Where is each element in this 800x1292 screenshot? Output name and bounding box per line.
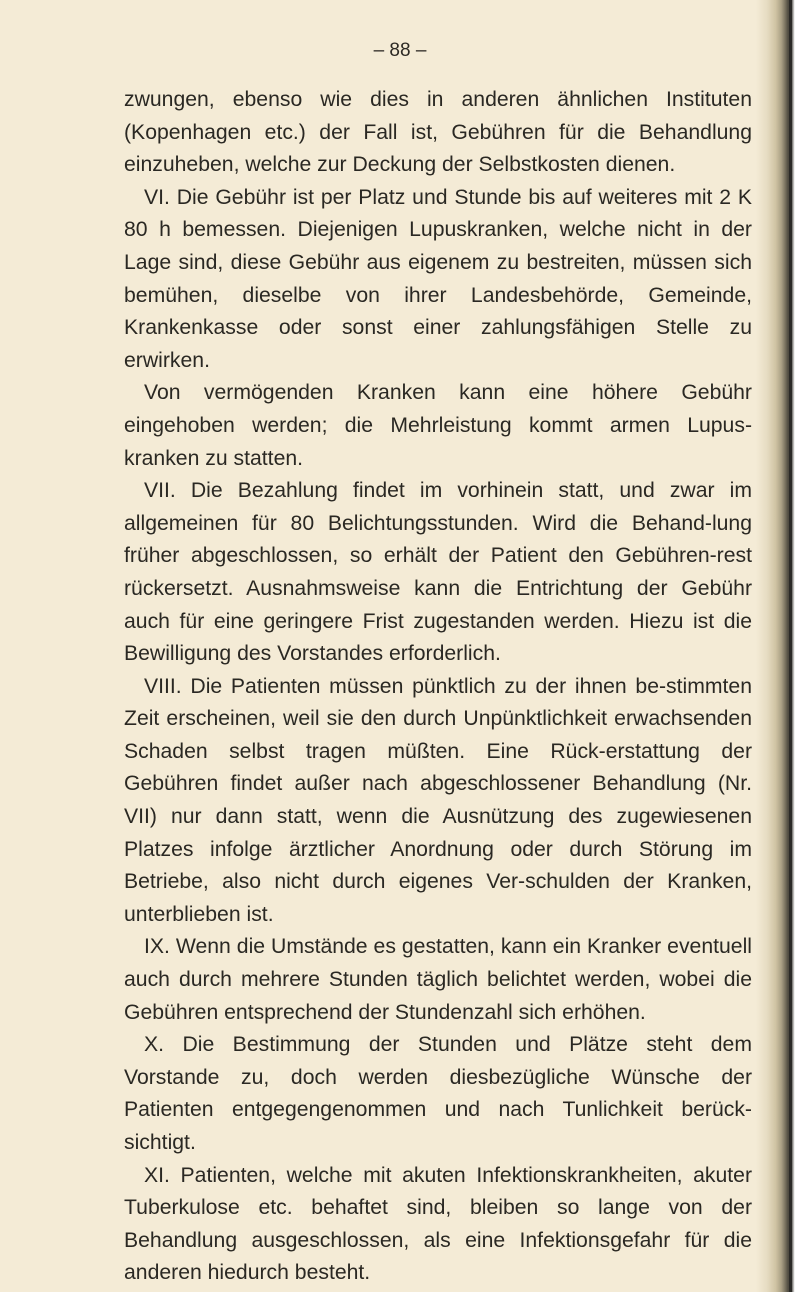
paragraph-vii: VII. Die Bezahlung findet im vorhinein statt, und zwar im allgemeinen für 80 Belichtungsstunden. Wird die Behand-lung früher abgeschlossen, so erhält der Patient den Gebühren-rest rückersetzt. Ausnahmsweise kann die Entrichtung der Gebühr auch für eine geringere Frist zugestanden werden. Hiezu ist die Bewilligung des Vorstandes erforderlich. (124, 479, 752, 666)
paragraph-continuation: zwungen, ebenso wie dies in anderen ähnlichen Instituten (Kopenhagen etc.) der Fall ist, Gebühren für die Behandlung einzuheben, welche zur Deckung der Selbstkosten dienen. (124, 88, 752, 177)
body-text (124, 84, 752, 1290)
paragraph-vi: VI. Die Gebühr ist per Platz und Stunde bis auf weiteres mit 2 K 80 h bemessen. Diejenigen Lupuskranken, welche nicht in der Lage sind, diese Gebühr aus eigenem zu bestreiten, müssen sich bemühen, dieselbe von ihrer Landesbehörde, Gemeinde, Krankenkasse oder sonst einer zahlungsfähigen Stelle zu erwirken. (124, 185, 752, 372)
page-edge-line (789, 0, 792, 1292)
page-edge-shadow (756, 0, 800, 1292)
paragraph-xi: XI. Patienten, welche mit akuten Infektionskrankheiten, akuter Tuberkulose etc. behaftet sind, bleiben so lange von der Behandlung ausgeschlossen, als eine Infektionsgefahr für die anderen hiedurch besteht. (124, 1163, 752, 1285)
paragraph-ix: IX. Wenn die Umstände es gestatten, kann ein Kranker eventuell auch durch mehrere Stunden täglich belichtet werden, wobei die Gebühren entsprechend der Stundenzahl sich erhöhen. (124, 935, 752, 1024)
paragraph-x: X. Die Bestimmung der Stunden und Plätze steht dem Vorstande zu, doch werden diesbezügliche Wünsche der Patienten entgegengenommen und nach Tunlichkeit berück-sichtigt. (124, 1033, 752, 1154)
page-number: – 88 – (373, 40, 427, 61)
paragraph-vi-continued: Von vermögenden Kranken kann eine höhere Gebühr eingehoben werden; die Mehrleistung kommt armen Lupus-kranken zu statten. (124, 381, 752, 470)
paragraph-viii: VIII. Die Patienten müssen pünktlich zu der ihnen be-stimmten Zeit erscheinen, weil sie den durch Unpünktlichkeit erwachsenden Schaden selbst tragen müßten. Eine Rück-erstattung der Gebühren findet außer nach abgeschlossener Behandlung (Nr. VII) nur dann statt, wenn die Ausnützung des zugewiesenen Platzes infolge ärztlicher Anordnung oder durch Störung im Betriebe, also nicht durch eigenes Ver-schulden der Kranken, unterblieben ist. (124, 674, 752, 926)
